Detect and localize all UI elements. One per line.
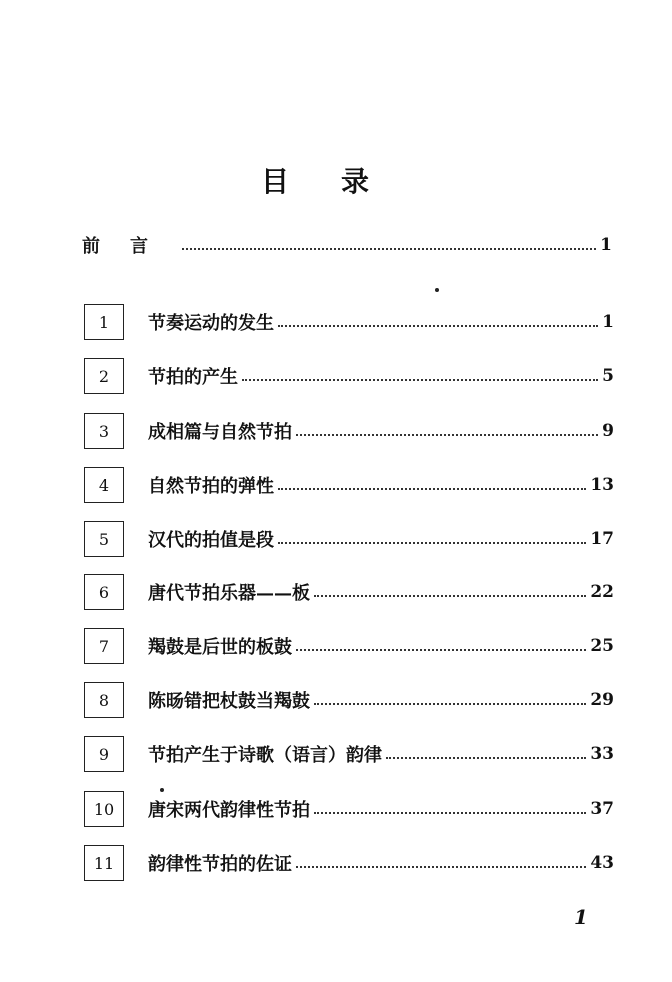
dot-leader — [182, 248, 596, 250]
toc-row-1[interactable] — [84, 302, 614, 342]
dot-leader — [278, 542, 586, 544]
dot-leader — [296, 434, 598, 436]
chapter-page: 5 — [602, 366, 614, 386]
dot-leader — [296, 649, 586, 651]
toc-row-7[interactable] — [84, 626, 614, 666]
chapter-number-box: 2 — [84, 358, 124, 394]
chapter-page: 22 — [590, 582, 614, 602]
chapter-number-box: 4 — [84, 467, 124, 503]
chapter-title: 节拍产生于诗歌（语言）韵律 — [148, 745, 382, 766]
chapter-number-box: 5 — [84, 521, 124, 557]
chapter-number-box: 1 — [84, 304, 124, 340]
chapter-title: 唐宋两代韵律性节拍 — [148, 800, 310, 821]
print-speck — [435, 288, 439, 292]
chapter-title: 汉代的拍值是段 — [148, 530, 274, 551]
chapter-number-box: 3 — [84, 413, 124, 449]
chapter-title: 陈旸错把杖鼓当羯鼓 — [148, 691, 310, 712]
page-title: 目录 — [260, 165, 421, 198]
dot-leader — [386, 757, 586, 759]
dot-leader — [314, 703, 586, 705]
chapter-number-box: 10 — [84, 791, 124, 827]
print-speck — [160, 788, 164, 792]
dot-leader — [242, 379, 598, 381]
toc-row-11[interactable] — [84, 843, 614, 883]
toc-preface-row[interactable] — [82, 225, 612, 265]
toc-row-2[interactable] — [84, 356, 614, 396]
toc-preface-page: 1 — [600, 235, 612, 255]
chapter-page: 33 — [590, 744, 614, 764]
toc-row-4[interactable] — [84, 465, 614, 505]
chapter-page: 43 — [590, 853, 614, 873]
chapter-number-box: 6 — [84, 574, 124, 610]
chapter-page: 29 — [590, 690, 614, 710]
chapter-number-box: 7 — [84, 628, 124, 664]
chapter-number-box: 11 — [84, 845, 124, 881]
chapter-title: 节拍的产生 — [148, 367, 238, 388]
toc-row-10[interactable] — [84, 789, 614, 829]
dot-leader — [296, 866, 586, 868]
chapter-title: 自然节拍的弹性 — [148, 476, 274, 497]
dot-leader — [314, 595, 586, 597]
chapter-number-box: 9 — [84, 736, 124, 772]
toc-row-9[interactable] — [84, 734, 614, 774]
chapter-page: 25 — [590, 636, 614, 656]
toc-row-6[interactable] — [84, 572, 614, 612]
chapter-number-box: 8 — [84, 682, 124, 718]
chapter-title: 韵律性节拍的佐证 — [148, 854, 292, 875]
chapter-page: 13 — [590, 475, 614, 495]
chapter-page: 1 — [602, 312, 614, 332]
chapter-title: 成相篇与自然节拍 — [148, 422, 292, 443]
chapter-page: 9 — [602, 421, 614, 441]
toc-preface-title: 前言 — [82, 236, 178, 257]
chapter-title: 唐代节拍乐器——板 — [148, 583, 310, 604]
chapter-page: 37 — [590, 799, 614, 819]
toc-row-3[interactable] — [84, 411, 614, 451]
chapter-page: 17 — [590, 529, 614, 549]
toc-row-5[interactable] — [84, 519, 614, 559]
toc-row-8[interactable] — [84, 680, 614, 720]
dot-leader — [314, 812, 586, 814]
chapter-title: 羯鼓是后世的板鼓 — [148, 637, 292, 658]
dot-leader — [278, 325, 598, 327]
page-folio: 1 — [574, 905, 588, 929]
dot-leader — [278, 488, 586, 490]
chapter-title: 节奏运动的发生 — [148, 313, 274, 334]
